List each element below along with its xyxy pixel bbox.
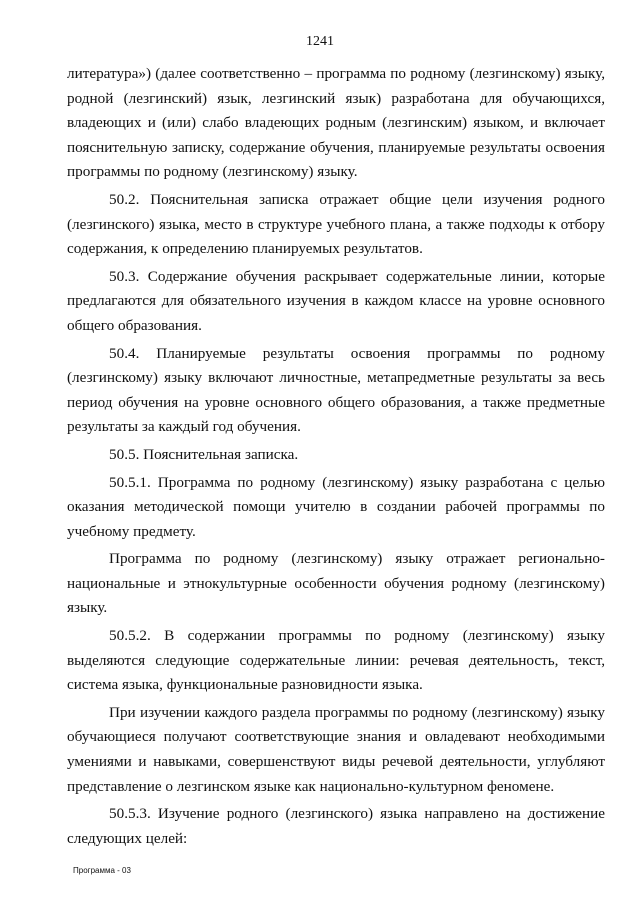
paragraph-50-4: 50.4. Планируемые результаты освоения программы по родному (лезгинскому) языку включают личностные, метапредметные результаты за весь период обучения на уровне основного общего образования, а также предметные результаты за каждый год обучения. — [67, 344, 605, 436]
paragraph-50-5-2: 50.5.2. В содержании программы по родному (лезгинскому) языку выделяются следующие содержательные линии: речевая деятельность, текст, система языка, функциональные разновидности языка. — [67, 627, 605, 694]
paragraph-continuation: литература») (далее соответственно – программа по родному (лезгинскому) языку, родной (лезгинский) язык, лезгинский язык) разработана для обучающихся, владеющих и (или) слабо владеющих родным (лезгинским) языком, и включает пояснительную записку, содержание обучения, планируемые результаты освоения программы по родному (лезгинскому) языку. — [67, 65, 605, 181]
paragraph-50-3: 50.3. Содержание обучения раскрывает содержательные линии, которые предлагаются для обязательного изучения в каждом классе на уровне основного общего образования. — [67, 267, 605, 334]
paragraph-study-sections: При изучении каждого раздела программы по родному (лезгинскому) языку обучающиеся получают соответствующие знания и овладевают необходимыми умениями и навыками, совершенствуют виды речевой деятельности, углубляют представление о лезгинском языке как национально-культурном феномене. — [67, 703, 605, 795]
paragraph-50-5: 50.5. Пояснительная записка. — [109, 445, 299, 463]
page-number: 1241 — [306, 34, 334, 49]
paragraph-program-reflects: Программа по родному (лезгинскому) языку отражает регионально-национальные и этнокультурные особенности обучения родному (лезгинскому) языку. — [67, 550, 605, 617]
footer-label: Программа - 03 — [73, 866, 131, 875]
document-body — [67, 62, 605, 854]
paragraph-50-5-1: 50.5.1. Программа по родному (лезгинскому) языку разработана с целью оказания методической помощи учителю в создании рабочей программы по учебному предмету. — [67, 473, 605, 540]
paragraph-50-2: 50.2. Пояснительная записка отражает общие цели изучения родного (лезгинского) языка, место в структуре учебного плана, а также подходы к отбору содержания, к определению планируемых результатов. — [67, 190, 605, 258]
paragraph-50-5-3: 50.5.3. Изучение родного (лезгинского) языка направлено на достижение следующих целей: — [67, 805, 605, 847]
